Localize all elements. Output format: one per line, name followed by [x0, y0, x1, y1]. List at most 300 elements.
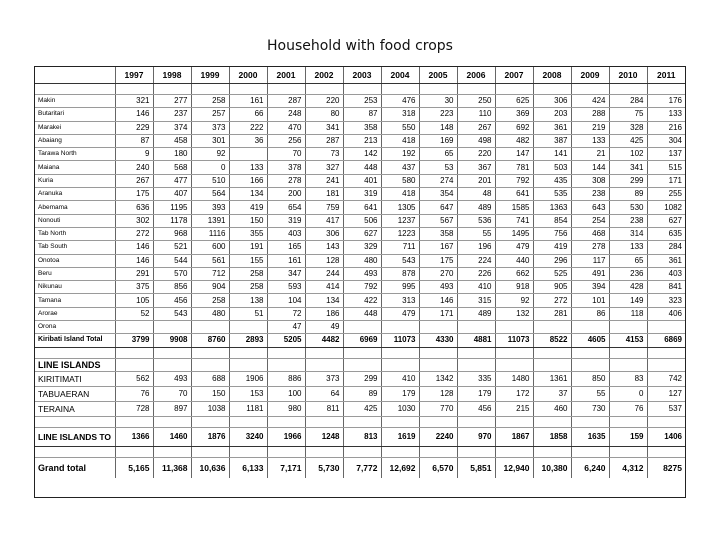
spacer-cell	[153, 446, 191, 457]
table-cell: 5,851	[457, 457, 495, 478]
table-cell: 203	[533, 108, 571, 121]
table-cell: 226	[457, 267, 495, 280]
table-cell: 229	[115, 121, 153, 134]
row-label: Marakei	[35, 121, 115, 134]
table-cell: 6,570	[419, 457, 457, 478]
table-cell: 329	[343, 241, 381, 254]
spacer-cell	[647, 446, 685, 457]
table-cell: 856	[153, 281, 191, 294]
header-year: 2007	[495, 67, 533, 84]
table-cell: 314	[609, 227, 647, 240]
table-cell: 593	[267, 281, 305, 294]
island-row	[35, 281, 685, 294]
header-year: 2008	[533, 67, 571, 84]
table-cell: 4482	[305, 334, 343, 347]
table-cell: 133	[571, 134, 609, 147]
table-cell: 277	[153, 95, 191, 108]
table-cell: 341	[305, 121, 343, 134]
table-cell: 4605	[571, 334, 609, 347]
table-cell: 146	[115, 241, 153, 254]
table-cell: 410	[381, 371, 419, 386]
table-cell: 491	[571, 267, 609, 280]
table-cell: 101	[571, 294, 609, 307]
table-cell: 248	[267, 108, 305, 121]
header-year: 2003	[343, 67, 381, 84]
table-cell: 448	[343, 161, 381, 174]
spacer-cell	[229, 358, 267, 371]
table-cell: 171	[419, 307, 457, 320]
spacer-row	[35, 446, 685, 457]
table-cell: 968	[153, 227, 191, 240]
table-cell: 692	[495, 121, 533, 134]
table-cell: 9908	[153, 334, 191, 347]
table-cell: 1116	[191, 227, 229, 240]
table-cell: 506	[343, 214, 381, 227]
table-cell: 196	[457, 241, 495, 254]
table-cell: 3799	[115, 334, 153, 347]
island-row	[35, 148, 685, 161]
table-cell: 220	[305, 95, 343, 108]
spacer-cell	[115, 358, 153, 371]
header-year: 2000	[229, 67, 267, 84]
table-cell: 1248	[305, 427, 343, 446]
table-cell: 258	[229, 281, 267, 294]
row-label: Abemama	[35, 201, 115, 214]
table-cell: 284	[647, 241, 685, 254]
table-cell: 155	[229, 254, 267, 267]
spacer-cell	[305, 358, 343, 371]
spacer-cell	[533, 347, 571, 358]
table-cell: 92	[191, 148, 229, 161]
island-row	[35, 294, 685, 307]
table-cell: 200	[267, 188, 305, 201]
table-cell: 537	[647, 401, 685, 416]
table-cell: 493	[153, 371, 191, 386]
table-cell: 100	[267, 386, 305, 401]
spacer-cell	[609, 358, 647, 371]
table-cell: 302	[115, 214, 153, 227]
spacer-cell	[153, 347, 191, 358]
table-cell: 414	[305, 281, 343, 294]
table-cell: 284	[609, 95, 647, 108]
table-cell: 169	[419, 134, 457, 147]
table-cell: 51	[229, 307, 267, 320]
table-cell: 128	[305, 254, 343, 267]
table-cell: 148	[419, 121, 457, 134]
table-cell: 1858	[533, 427, 571, 446]
spacer-cell	[647, 358, 685, 371]
spacer-cell	[533, 446, 571, 457]
spacer-cell	[229, 84, 267, 95]
table-cell: 192	[381, 148, 419, 161]
spacer-cell	[305, 416, 343, 427]
spacer-cell	[571, 347, 609, 358]
table-cell: 1030	[381, 401, 419, 416]
table-cell: 4330	[419, 334, 457, 347]
table-cell: 422	[343, 294, 381, 307]
table-cell: 6869	[647, 334, 685, 347]
table-cell: 1906	[229, 371, 267, 386]
section-heading: LINE ISLANDS	[35, 358, 115, 371]
island-row	[35, 201, 685, 214]
table-cell: 328	[609, 121, 647, 134]
line-island-row	[35, 386, 685, 401]
table-cell: 530	[609, 201, 647, 214]
table-cell: 313	[381, 294, 419, 307]
row-label: Kiribati Island Total	[35, 334, 115, 347]
table-cell: 361	[533, 121, 571, 134]
table-cell: 728	[115, 401, 153, 416]
table-cell: 216	[647, 121, 685, 134]
table-cell: 335	[457, 371, 495, 386]
table-cell: 8522	[533, 334, 571, 347]
table-cell: 308	[571, 174, 609, 187]
table-cell: 117	[571, 254, 609, 267]
island-row	[35, 121, 685, 134]
spacer-cell	[495, 84, 533, 95]
table-cell: 627	[647, 214, 685, 227]
table-cell: 980	[267, 401, 305, 416]
table-cell: 65	[419, 148, 457, 161]
table-cell: 287	[267, 95, 305, 108]
table-cell: 104	[267, 294, 305, 307]
table-cell: 1038	[191, 401, 229, 416]
table-cell: 367	[457, 161, 495, 174]
spacer-cell	[647, 347, 685, 358]
table-cell: 272	[115, 227, 153, 240]
table-cell: 792	[343, 281, 381, 294]
spacer-cell	[571, 446, 609, 457]
table-cell: 133	[229, 161, 267, 174]
table-cell: 52	[115, 307, 153, 320]
table-cell: 1480	[495, 371, 533, 386]
spacer-cell	[229, 416, 267, 427]
row-label: Abaiang	[35, 134, 115, 147]
table-cell: 570	[153, 267, 191, 280]
row-label: Orona	[35, 321, 115, 334]
table-cell: 12,692	[381, 457, 419, 478]
table-cell: 267	[115, 174, 153, 187]
table-cell: 291	[115, 267, 153, 280]
table-cell: 1082	[647, 201, 685, 214]
spacer-cell	[495, 347, 533, 358]
header-year: 2001	[267, 67, 305, 84]
spacer-cell	[229, 347, 267, 358]
table-cell: 133	[647, 108, 685, 121]
table-cell: 6,240	[571, 457, 609, 478]
table-cell: 172	[495, 386, 533, 401]
table-cell: 11,368	[153, 457, 191, 478]
spacer-cell	[533, 416, 571, 427]
table-cell: 6969	[343, 334, 381, 347]
table-cell: 654	[267, 201, 305, 214]
table-cell: 138	[229, 294, 267, 307]
spacer-row	[35, 84, 685, 95]
table-cell: 1391	[191, 214, 229, 227]
table-cell: 134	[229, 188, 267, 201]
line-island-row	[35, 401, 685, 416]
header-year: 1997	[115, 67, 153, 84]
table-cell: 137	[647, 148, 685, 161]
table-cell: 897	[153, 401, 191, 416]
header-year: 2002	[305, 67, 343, 84]
header-year: 2009	[571, 67, 609, 84]
table-cell: 1585	[495, 201, 533, 214]
table-cell: 5,730	[305, 457, 343, 478]
table-cell: 127	[647, 386, 685, 401]
section-heading-row	[35, 358, 685, 371]
table-cell: 299	[609, 174, 647, 187]
row-label: Nonouti	[35, 214, 115, 227]
table-cell: 625	[495, 95, 533, 108]
table-cell: 1178	[153, 214, 191, 227]
table-cell: 133	[609, 241, 647, 254]
table-cell: 378	[267, 161, 305, 174]
table-cell: 781	[495, 161, 533, 174]
island-row	[35, 214, 685, 227]
island-row	[35, 241, 685, 254]
row-label: Kuria	[35, 174, 115, 187]
spacer-cell	[495, 446, 533, 457]
table-cell: 267	[457, 121, 495, 134]
table-cell: 4,312	[609, 457, 647, 478]
table-cell: 11073	[495, 334, 533, 347]
table-cell: 253	[343, 95, 381, 108]
table-cell: 315	[457, 294, 495, 307]
table-cell: 358	[343, 121, 381, 134]
table-cell: 403	[647, 267, 685, 280]
spacer-cell	[571, 358, 609, 371]
table-cell: 12,940	[495, 457, 533, 478]
spacer-cell	[305, 446, 343, 457]
table-cell: 319	[267, 214, 305, 227]
island-row	[35, 188, 685, 201]
table-cell: 149	[609, 294, 647, 307]
table-cell: 146	[419, 294, 457, 307]
table-cell: 756	[533, 227, 571, 240]
table-cell: 72	[267, 307, 305, 320]
spacer-cell	[191, 358, 229, 371]
table-cell	[609, 321, 647, 334]
table-cell: 1406	[647, 427, 685, 446]
grand-total-row	[35, 457, 685, 478]
page-title: Household with food crops	[267, 38, 453, 54]
table-cell: 662	[495, 267, 533, 280]
table-cell: 0	[609, 386, 647, 401]
table-cell: 562	[115, 371, 153, 386]
table-cell: 2240	[419, 427, 457, 446]
table-cell: 92	[495, 294, 533, 307]
table-cell	[115, 321, 153, 334]
table-cell: 711	[381, 241, 419, 254]
table-cell: 244	[305, 267, 343, 280]
table-cell: 70	[267, 148, 305, 161]
table-cell: 48	[457, 188, 495, 201]
table-cell: 258	[229, 267, 267, 280]
row-label: Nikunau	[35, 281, 115, 294]
table-cell: 373	[191, 121, 229, 134]
island-row	[35, 267, 685, 280]
table-cell: 146	[115, 108, 153, 121]
island-row	[35, 134, 685, 147]
spacer-cell	[191, 84, 229, 95]
table-cell	[153, 321, 191, 334]
table-cell: 470	[267, 121, 305, 134]
table-cell: 118	[609, 307, 647, 320]
spacer-cell	[267, 347, 305, 358]
table-cell: 456	[153, 294, 191, 307]
row-label: Makin	[35, 95, 115, 108]
table-cell: 258	[191, 294, 229, 307]
island-row	[35, 95, 685, 108]
table-cell: 393	[191, 201, 229, 214]
table-cell: 287	[305, 134, 343, 147]
row-label: Butaritari	[35, 108, 115, 121]
row-label: Aranuka	[35, 188, 115, 201]
header-year: 2006	[457, 67, 495, 84]
table-cell: 128	[419, 386, 457, 401]
table-cell: 223	[419, 108, 457, 121]
table-cell: 179	[381, 386, 419, 401]
table-cell: 150	[191, 386, 229, 401]
spacer-cell	[267, 416, 305, 427]
table-cell: 428	[609, 281, 647, 294]
table-cell	[571, 321, 609, 334]
table-cell	[191, 321, 229, 334]
table-cell: 480	[343, 254, 381, 267]
table-cell: 176	[647, 95, 685, 108]
table-cell: 374	[153, 121, 191, 134]
table-cell: 83	[609, 371, 647, 386]
table-cell: 1495	[495, 227, 533, 240]
spacer-cell	[35, 416, 115, 427]
table-cell: 161	[267, 254, 305, 267]
table-cell: 21	[571, 148, 609, 161]
spacer-cell	[609, 416, 647, 427]
table-cell: 11073	[381, 334, 419, 347]
table-cell: 80	[305, 108, 343, 121]
table-cell: 424	[571, 95, 609, 108]
table-cell: 87	[343, 108, 381, 121]
table-cell: 143	[305, 241, 343, 254]
table-cell: 65	[609, 254, 647, 267]
table-cell: 770	[419, 401, 457, 416]
spacer-cell	[647, 84, 685, 95]
table-cell: 191	[229, 241, 267, 254]
row-label: Arorae	[35, 307, 115, 320]
table-cell: 641	[343, 201, 381, 214]
table-cell: 995	[381, 281, 419, 294]
table-cell: 567	[419, 214, 457, 227]
table-cell: 165	[267, 241, 305, 254]
table-cell: 147	[495, 148, 533, 161]
table-cell: 498	[457, 134, 495, 147]
table-cell: 561	[191, 254, 229, 267]
table-cell: 437	[381, 161, 419, 174]
table-cell: 543	[153, 307, 191, 320]
row-label: Tab North	[35, 227, 115, 240]
table-cell: 375	[115, 281, 153, 294]
row-label: Maiana	[35, 161, 115, 174]
table-cell: 270	[419, 267, 457, 280]
table-cell: 1966	[267, 427, 305, 446]
table-cell: 7,171	[267, 457, 305, 478]
table-cell: 175	[419, 254, 457, 267]
table-cell: 543	[381, 254, 419, 267]
row-label: Tarawa North	[35, 148, 115, 161]
table-cell: 318	[381, 108, 419, 121]
row-label: TABUAERAN	[35, 386, 115, 401]
spacer-cell	[191, 416, 229, 427]
table-cell: 299	[343, 371, 381, 386]
table-cell: 36	[229, 134, 267, 147]
spacer-cell	[457, 416, 495, 427]
spacer-cell	[457, 84, 495, 95]
table-cell: 1363	[533, 201, 571, 214]
table-cell: 323	[647, 294, 685, 307]
table-cell: 4881	[457, 334, 495, 347]
spacer-cell	[343, 84, 381, 95]
table-cell: 238	[609, 214, 647, 227]
table-cell: 435	[533, 174, 571, 187]
header-year: 2005	[419, 67, 457, 84]
row-label: KIRITIMATI	[35, 371, 115, 386]
table-cell: 105	[115, 294, 153, 307]
spacer-cell	[267, 84, 305, 95]
spacer-cell	[191, 347, 229, 358]
table-cell	[381, 321, 419, 334]
table-cell: 153	[229, 386, 267, 401]
table-cell: 142	[343, 148, 381, 161]
table-cell: 73	[305, 148, 343, 161]
table-cell: 5205	[267, 334, 305, 347]
spacer-cell	[609, 446, 647, 457]
table-cell	[229, 148, 267, 161]
spacer-cell	[153, 358, 191, 371]
table-cell: 179	[457, 386, 495, 401]
spacer-cell	[343, 416, 381, 427]
table-cell: 255	[647, 188, 685, 201]
row-label: Tamana	[35, 294, 115, 307]
line-island-row	[35, 371, 685, 386]
table-cell: 55	[457, 227, 495, 240]
table-cell: 1876	[191, 427, 229, 446]
table-cell: 493	[419, 281, 457, 294]
table-cell: 238	[571, 188, 609, 201]
table-cell: 5,165	[115, 457, 153, 478]
table-cell: 448	[343, 307, 381, 320]
table-cell: 144	[571, 161, 609, 174]
table-cell: 7,772	[343, 457, 381, 478]
island-row	[35, 161, 685, 174]
table-cell: 419	[533, 241, 571, 254]
table-cell: 278	[267, 174, 305, 187]
spacer-cell	[381, 416, 419, 427]
table-cell: 1460	[153, 427, 191, 446]
table-cell: 134	[305, 294, 343, 307]
header-year: 1999	[191, 67, 229, 84]
island-row	[35, 307, 685, 320]
table-cell: 66	[229, 108, 267, 121]
spacer-cell	[419, 416, 457, 427]
header-year: 2004	[381, 67, 419, 84]
table-cell: 418	[381, 188, 419, 201]
table-cell: 222	[229, 121, 267, 134]
spacer-cell	[609, 347, 647, 358]
table-cell: 215	[495, 401, 533, 416]
spacer-cell	[419, 446, 457, 457]
spacer-cell	[533, 358, 571, 371]
